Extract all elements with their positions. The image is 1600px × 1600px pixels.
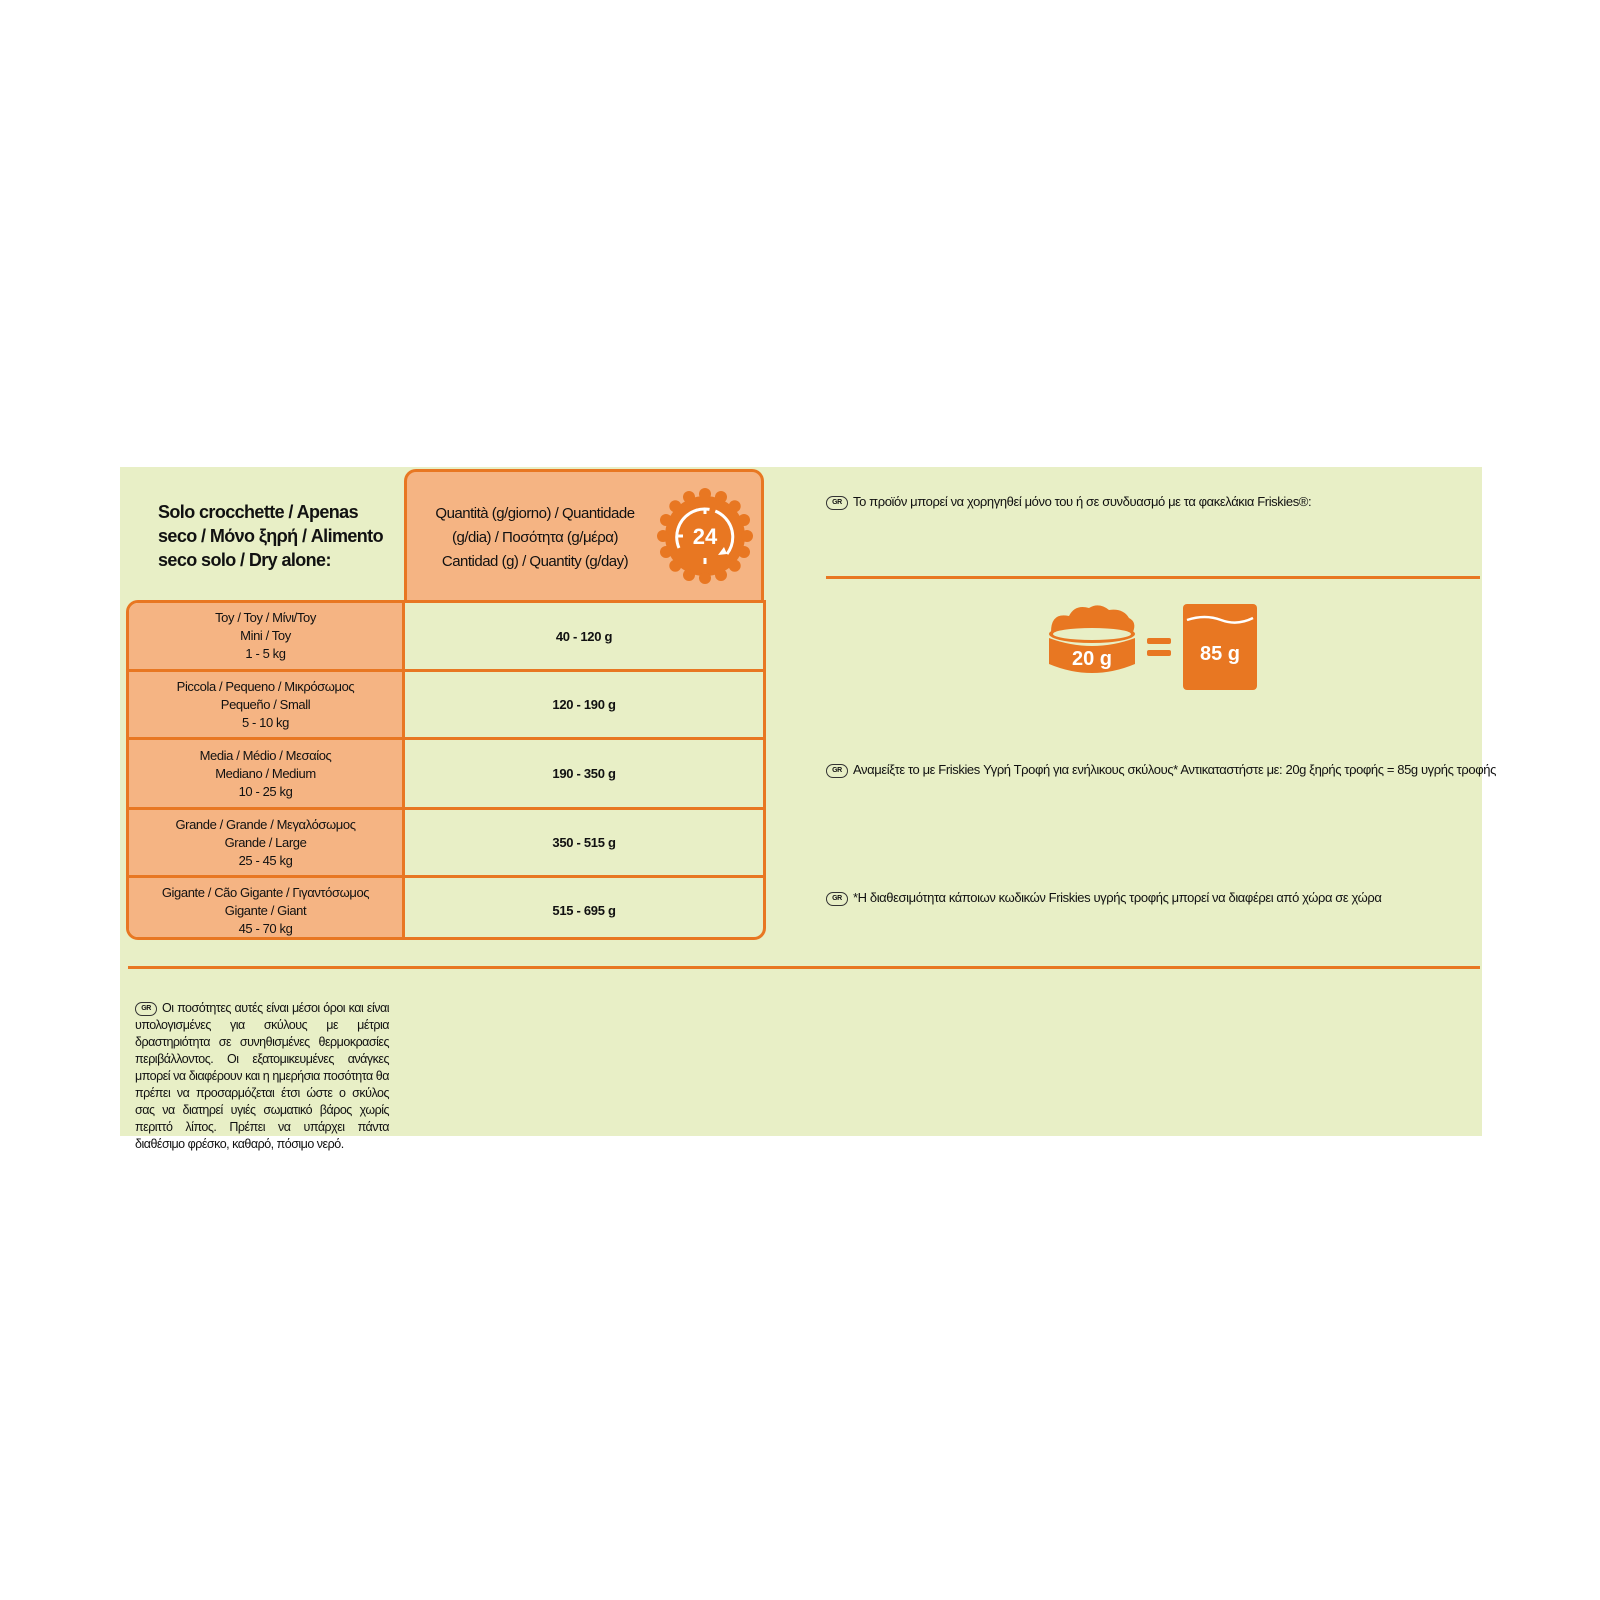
dog-size-cell	[129, 810, 405, 875]
clock-24h-icon	[657, 488, 753, 584]
gr-badge: GR	[826, 496, 848, 510]
combine-note	[826, 494, 1311, 510]
mix-note-text: Αναμείξτε το με Friskies Υγρή Τροφή για ενήλικους σκύλους* Αντικαταστήστε με: 20g ξηρής τροφής = 85g υγρής τροφής	[853, 762, 1496, 777]
table-row	[129, 669, 763, 737]
dry-wet-equivalence	[1045, 602, 1265, 694]
quantity-cell: 350 - 515 g	[552, 835, 616, 850]
wet-amount: 85 g	[1199, 643, 1241, 665]
combine-note-text: Το προϊόν μπορεί να χορηγηθεί μόνο του ή σε συνδυασμό με τα φακελάκια Friskies®:	[853, 494, 1312, 509]
clock-label: 24	[692, 524, 718, 549]
table-row	[129, 807, 763, 875]
weight-range: 5 - 10 kg	[242, 714, 289, 730]
equals-icon	[1147, 638, 1171, 656]
dog-size-cell	[129, 672, 405, 737]
dog-size-cell	[129, 603, 405, 669]
quantity-cell: 190 - 350 g	[552, 766, 616, 781]
table-row	[129, 737, 763, 807]
availability-note	[826, 890, 1381, 906]
bottom-divider	[128, 966, 1480, 969]
availability-note-text: *Η διαθεσιμότητα κάποιων κωδικών Friskies υγρής τροφής μπορεί να διαφέρει από χώρα σε χώρα	[853, 890, 1382, 905]
dry-alone-heading: Solo crocchette / Apenas seco / Μόνο ξηρή / Alimento seco solo / Dry alone:	[158, 502, 383, 570]
dog-size-cell	[129, 740, 405, 807]
size-label-2: Grande / Large	[224, 834, 307, 850]
feeding-table	[126, 600, 766, 940]
wet-food-pouch-icon	[1183, 604, 1257, 690]
size-label-2: Mediano / Medium	[215, 765, 316, 781]
table-row	[129, 875, 763, 940]
gr-badge: GR	[826, 764, 848, 778]
dog-size-cell	[129, 878, 405, 940]
size-label: Media / Médio / Μεσαίος	[199, 747, 332, 763]
size-label: Piccola / Pequeno / Μικρόσωμος	[176, 678, 355, 694]
size-label-2: Mini / Toy	[240, 628, 291, 643]
gr-badge: GR	[135, 1002, 157, 1016]
feeding-footnote	[135, 1000, 389, 1153]
weight-range: 45 - 70 kg	[238, 920, 293, 936]
divider	[826, 576, 1480, 579]
size-label: Gigante / Cão Gigante / Γιγαντόσωμος	[161, 884, 370, 900]
gr-badge: GR	[826, 892, 848, 906]
weight-range: 1 - 5 kg	[245, 646, 286, 661]
size-label: Grande / Grande / Μεγαλόσωμος	[175, 816, 356, 832]
size-label-2: Pequeño / Small	[220, 696, 311, 712]
mix-note	[826, 762, 1496, 778]
table-row	[129, 603, 763, 669]
dry-amount: 20 g	[1071, 648, 1113, 670]
size-label: Toy / Toy / Μίνι/Toy	[215, 610, 316, 625]
weight-range: 10 - 25 kg	[238, 783, 293, 799]
dry-food-bowl-icon	[1049, 605, 1135, 673]
weight-range: 25 - 45 kg	[238, 852, 293, 868]
size-label-2: Gigante / Giant	[224, 902, 307, 918]
quantity-header-label: Quantità (g/giorno) / Quantidade (g/dia) / Ποσότητα (g/μέρα) Cantidad (g) / Quantity (g/day)	[435, 505, 635, 570]
quantity-cell: 40 - 120 g	[555, 628, 613, 644]
footnote-text: Οι ποσότητες αυτές είναι μέσοι όροι και είναι υπολογισμένες για σκύλους με μέτρια δραστηριότητα σε συνηθισμένες θερμοκρασίες περιβάλλοντος. Οι εξατομικευμένες ανάγκες μπορεί να διαφέρουν και η ημερήσια ποσότητα θα πρέπει να προσαρμόζεται έτσι ώστε ο σκύλος σας να διατηρεί υγιές σωματικό βάρος χωρίς περιττό λίπος. Πρέπει να υπάρχει πάντα διαθέσιμο φρέσκο, καθαρό, πόσιμο νερό.	[135, 1001, 389, 1151]
quantity-header	[404, 469, 764, 602]
quantity-cell: 515 - 695 g	[552, 903, 616, 918]
quantity-cell: 120 - 190 g	[552, 697, 616, 712]
